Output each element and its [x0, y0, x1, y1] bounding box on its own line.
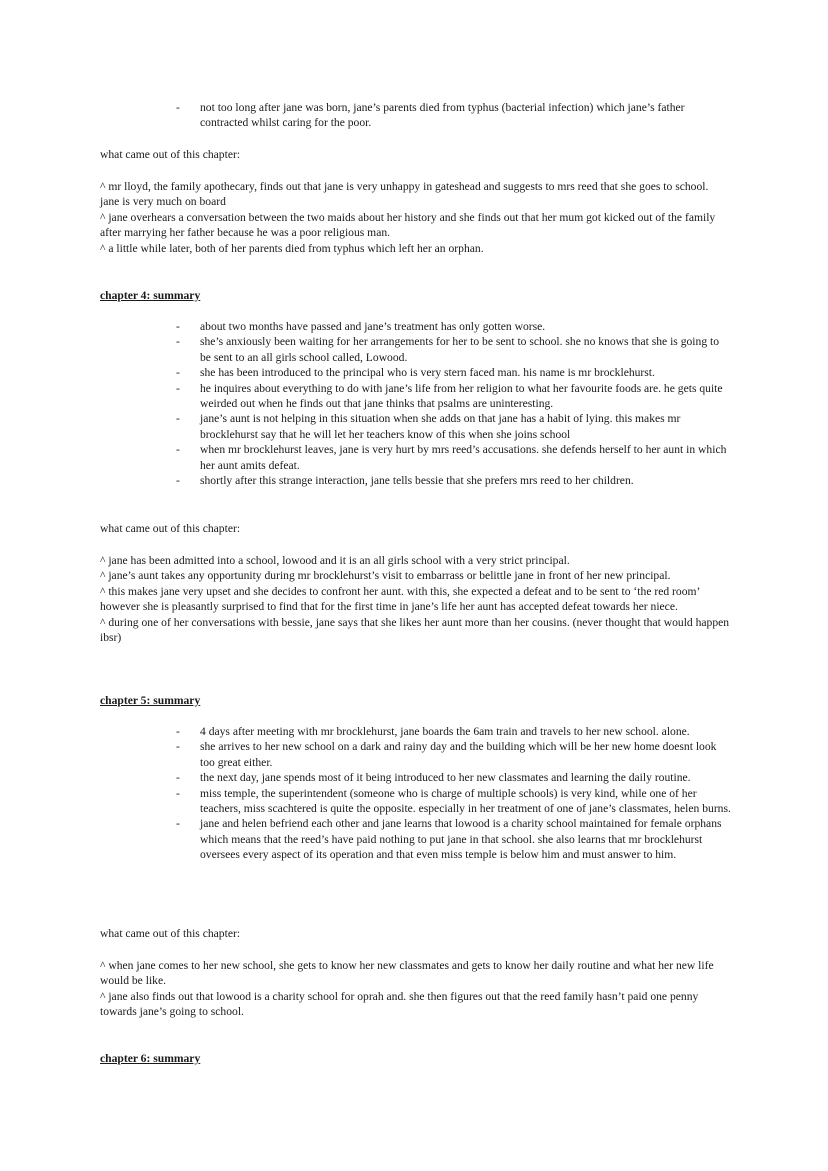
item-text: she arrives to her new school on a dark and rainy day and the building which will be her new home doesnt look too great either. — [200, 740, 717, 769]
item-text: not too long after jane was born, jane’s parents died from typhus (bacterial infection) which jane’s father contracted whilst caring for the poor. — [200, 101, 685, 130]
item-text: she’s anxiously been waiting for her arrangements for her to be sent to school. she no knows that she is going to be sent to an all girls school called, Lowood. — [200, 335, 720, 364]
bullet-dash-icon: - — [176, 381, 180, 395]
item-text: when mr brocklehurst leaves, jane is very hurt by mrs reed’s accusations. she defends herself to her aunt in which her aunt amits defeat. — [200, 443, 727, 472]
bullet-dash-icon: - — [176, 786, 180, 800]
bullet-item — [176, 473, 732, 488]
item-text: ^ during one of her conversations with bessie, jane says that she likes her aunt more than her cousins. (never thought that would happen ibsr) — [100, 615, 730, 645]
outcome-item — [100, 568, 730, 583]
item-text: ^ this makes jane very upset and she decides to confront her aunt. with this, she expected a defeat and to be sent to ‘the red room’ however she is pleasantly surprised to find that for the first time in jane’s life her aunt has accepted defeat towards her niece. — [100, 584, 700, 614]
outcome-item — [100, 615, 730, 646]
outcome-item — [100, 958, 730, 989]
item-text: jane and helen befriend each other and jane learns that lowood is a charity school maintained for female orphans which means that the reed’s have paid nothing to put jane in that school. she also learns that mr brocklehurst oversees every aspect of its operation and that even miss temple is below him and must answer to him. — [200, 817, 722, 862]
outcome-item — [100, 553, 730, 568]
outcome-item — [100, 241, 730, 256]
bullet-item — [176, 411, 732, 442]
bullet-item — [176, 770, 732, 785]
item-text: ^ when jane comes to her new school, she gets to know her new classmates and gets to know her daily routine and what her new life would be like. — [100, 959, 714, 988]
item-text: ^ jane overhears a conversation between the two maids about her history and she finds out that her mum got kicked out of the family after marrying her father because he was a poor religious man. — [100, 210, 716, 240]
item-text: ^ jane has been admitted into a school, lowood and it is an all girls school with a very strict principal. — [100, 554, 570, 567]
bullet-item — [176, 739, 732, 770]
chapter6-heading: chapter 6: summary — [100, 1052, 201, 1065]
item-text: miss temple, the superintendent (someone who is charge of multiple schools) is very kind, while one of her teachers, miss scachtered is quite the opposite. especially in her treatment of one of jane’s classmates, helen burns. — [200, 786, 731, 816]
chapter5-heading: chapter 5: summary — [100, 694, 201, 707]
chapter4-bullets — [176, 319, 732, 488]
chapter5-bullets — [176, 724, 732, 863]
bullet-item — [176, 334, 732, 365]
chapter3-bullets — [176, 100, 730, 131]
bullet-dash-icon: - — [176, 771, 180, 785]
item-text: about two months have passed and jane’s treatment has only gotten worse. — [200, 320, 546, 333]
bullet-item — [176, 786, 732, 817]
bullet-dash-icon: - — [176, 443, 180, 457]
item-text: 4 days after meeting with mr brocklehurst, jane boards the 6am train and travels to her new school. alone. — [200, 725, 690, 738]
item-text: shortly after this strange interaction, jane tells bessie that she prefers mrs reed to her children. — [200, 474, 634, 488]
bullet-item — [176, 442, 732, 473]
bullet-dash-icon: - — [176, 320, 180, 333]
item-text: she has been introduced to the principal who is very stern faced man. his name is mr brocklehurst. — [200, 366, 655, 380]
item-text: ^ a little while later, both of her parents died from typhus which left her an orphan. — [100, 241, 484, 255]
item-text: the next day, jane spends most of it being introduced to her new classmates and learning the daily routine. — [200, 771, 691, 785]
bullet-dash-icon: - — [176, 366, 180, 380]
item-text: he inquires about everything to do with jane’s life from her religion to what her favourite foods are. he gets quite weirded out when he finds out that jane thinks that psalms are uninteresting. — [200, 381, 723, 411]
bullet-dash-icon: - — [176, 474, 180, 488]
item-text: jane’s aunt is not helping in this situation when she adds on that jane has a habit of lying. this makes mr brocklehurst say that he will let her teachers know of this when she joins school — [200, 412, 681, 441]
item-text: ^ mr lloyd, the family apothecary, finds out that jane is very unhappy in gateshead and suggests to mrs reed that she goes to school. jane is very much on board — [100, 180, 709, 209]
chapter4-heading: chapter 4: summary — [100, 289, 201, 302]
bullet-item — [176, 319, 732, 334]
bullet-item — [176, 816, 732, 862]
outcome-item — [100, 179, 730, 210]
chapter3-outcomes — [100, 179, 730, 256]
item-text: ^ jane’s aunt takes any opportunity during mr brocklehurst’s visit to embarrass or belittle jane in front of her new principal. — [100, 569, 671, 583]
outcome-item — [100, 989, 730, 1020]
outcome-item — [100, 210, 730, 241]
chapter5-outcomes — [100, 958, 730, 1020]
bullet-item — [176, 365, 732, 380]
outcome-item — [100, 584, 730, 615]
bullet-dash-icon: - — [176, 335, 180, 349]
bullet-dash-icon: - — [176, 817, 180, 831]
chapter4-outcomes — [100, 553, 730, 645]
bullet-dash-icon: - — [176, 725, 180, 738]
chapter3-outcome-label: what came out of this chapter: — [100, 148, 241, 161]
chapter5-outcome-label: what came out of this chapter: — [100, 927, 241, 940]
bullet-item — [176, 100, 730, 131]
bullet-item — [176, 381, 732, 412]
bullet-item — [176, 724, 732, 739]
chapter4-outcome-label: what came out of this chapter: — [100, 522, 241, 535]
item-text: ^ jane also finds out that lowood is a charity school for oprah and. she then figures out that the reed family hasn’t paid one penny towards jane’s going to school. — [100, 989, 699, 1019]
bullet-dash-icon: - — [176, 412, 180, 426]
bullet-dash-icon: - — [176, 740, 180, 754]
bullet-dash-icon: - — [176, 101, 180, 114]
